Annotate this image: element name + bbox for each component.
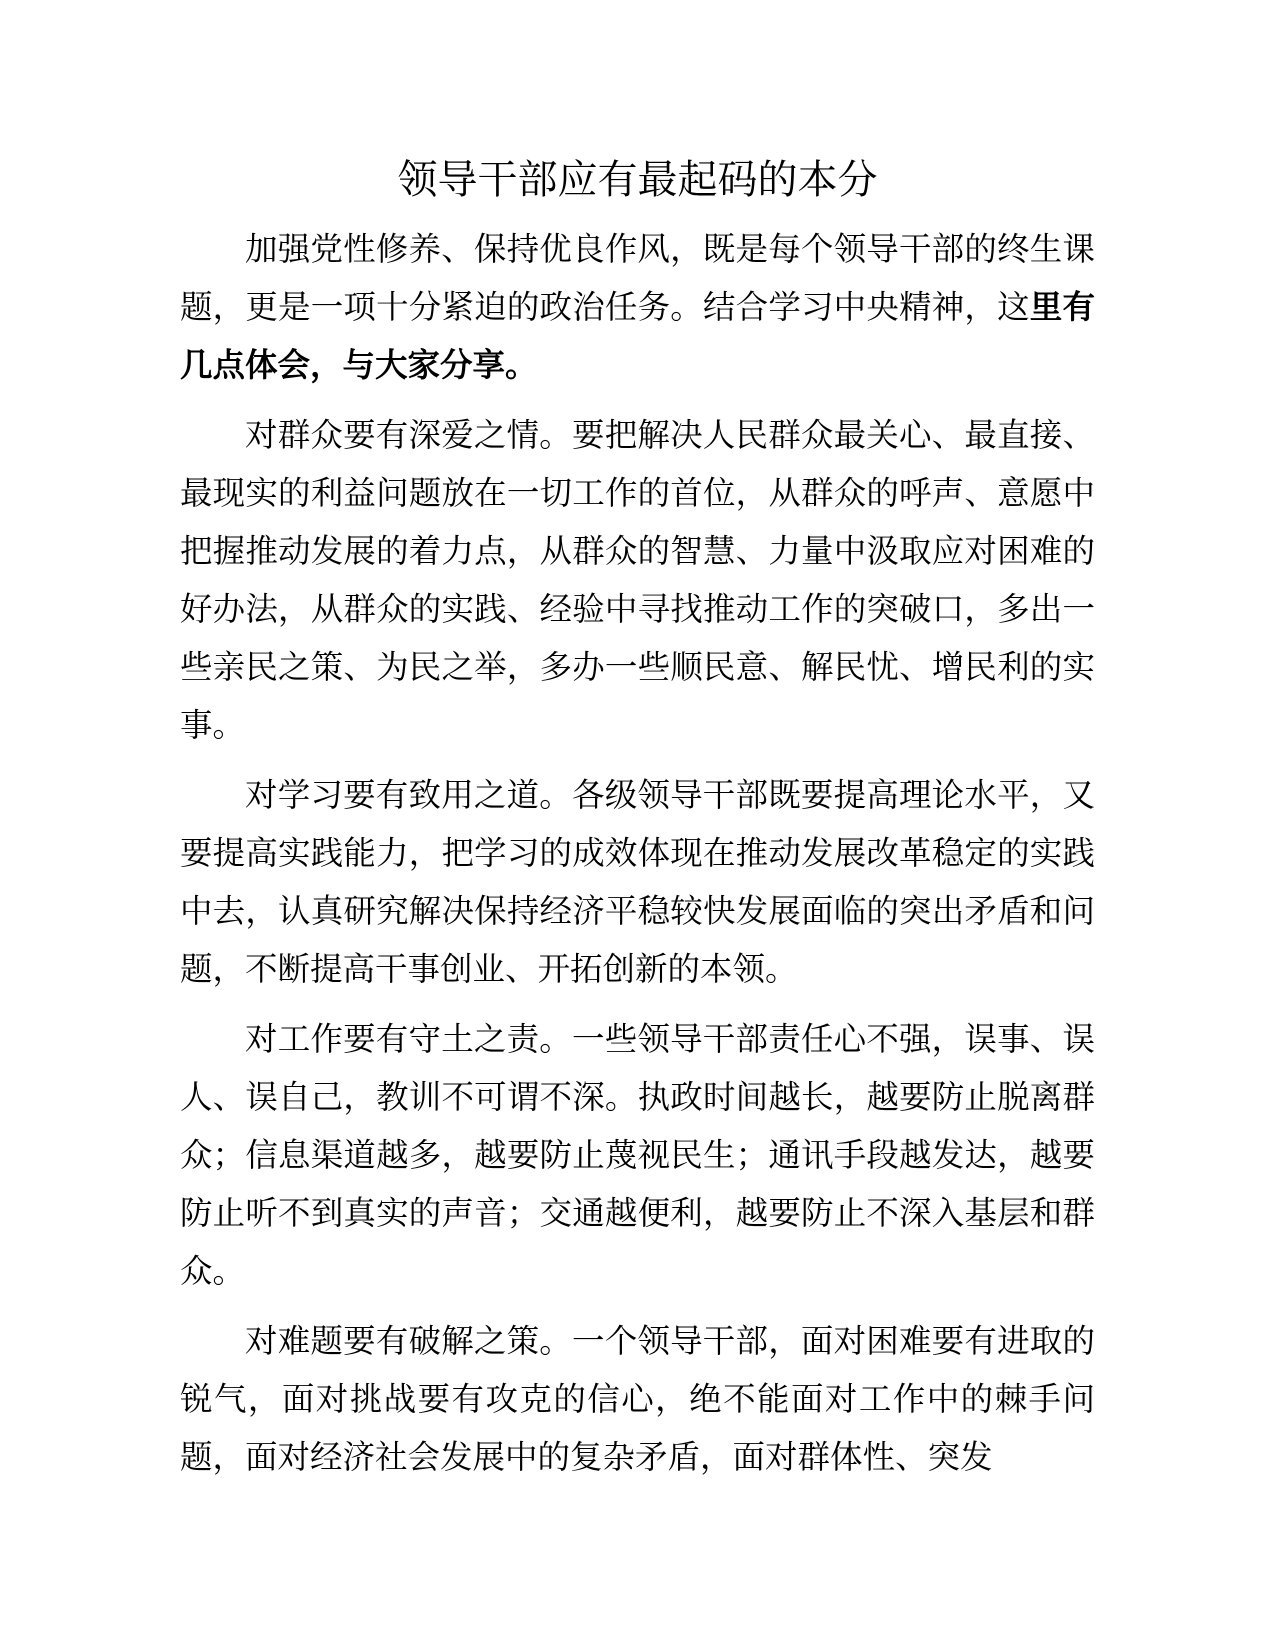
document-body [180,140,1095,1498]
paragraph-learning: 对学习要有致用之道。各级领导干部既要提高理论水平，又要提高实践能力，把学习的成效体现在推动发展改革稳定的实践中去，认真研究解决保持经济平稳较快发展面临的突出矛盾和问题，不断提高干事创业、开拓创新的本领。 [180,776,1095,988]
intro-text: 加强党性修养、保持优良作风，既是每个领导干部的终生课题，更是一项十分紧迫的政治任务。结合学习中央精神，这 [180,230,1095,326]
paragraph-work: 对工作要有守土之责。一些领导干部责任心不强，误事、误人、误自己，教训不可谓不深。执政时间越长，越要防止脱离群众；信息渠道越多，越要防止蔑视民生；通讯手段越发达，越要防止听不到真实的声音；交通越便利，越要防止不深入基层和群众。 [180,1020,1095,1290]
document-title: 领导干部应有最起码的本分 [397,157,878,203]
paragraph-masses: 对群众要有深爱之情。要把解决人民群众最关心、最直接、最现实的利益问题放在一切工作的首位，从群众的呼声、意愿中把握推动发展的着力点，从群众的智慧、力量中汲取应对困难的好办法，从群众的实践、经验中寻找推动工作的突破口，多出一些亲民之策、为民之举，多办一些顺民意、解民忧、增民利的实事。 [180,416,1095,744]
paragraph-problems: 对难题要有破解之策。一个领导干部，面对困难要有进取的锐气，面对挑战要有攻克的信心，绝不能面对工作中的棘手问题，面对经济社会发展中的复杂矛盾，面对群体性、突发 [180,1322,1095,1476]
intro-paragraph [180,220,1095,394]
intro-bold-text: 里有几点体会，与大家分享。 [180,288,1095,384]
